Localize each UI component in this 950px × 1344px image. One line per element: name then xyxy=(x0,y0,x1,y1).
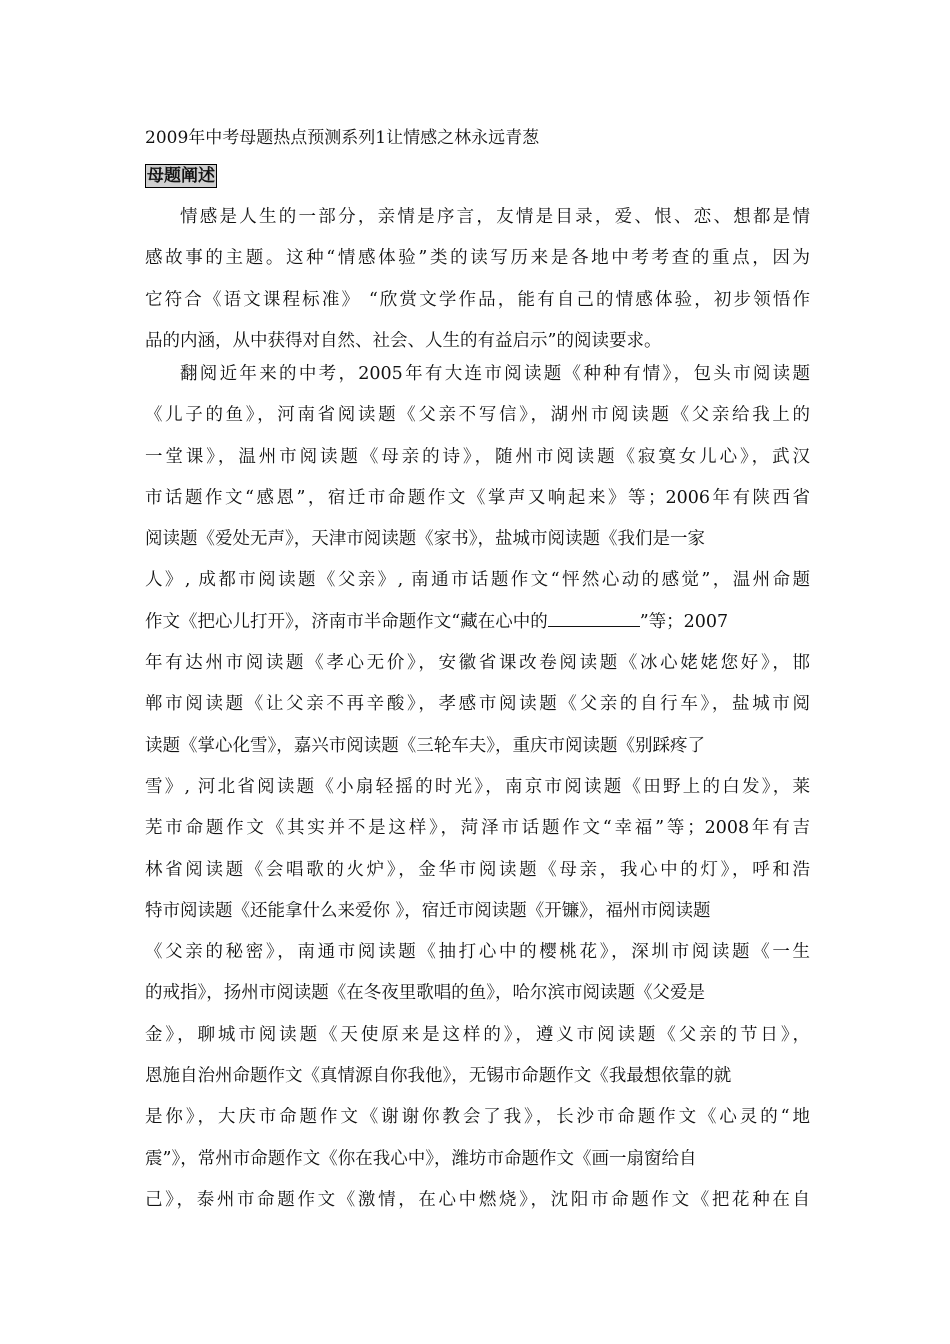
paragraph-line: 阅读题《爱处无声》，天津市阅读题《家书》，盐城市阅读题《我们是一家 xyxy=(145,529,705,550)
paragraph-line: 己》，泰州市命题作文《激情，在心中燃烧》，沈阳市命题作文《把花种在自 xyxy=(145,1189,810,1210)
paragraph-line: 《儿子的鱼》，河南省阅读题《父亲不写信》，湖州市阅读题《父亲给我上的 xyxy=(145,405,810,426)
paragraph-line: 一堂课》，温州市阅读题《母亲的诗》，随州市阅读题《寂寞女儿心》，武汉 xyxy=(145,446,810,467)
paragraph-line: 情感是人生的一部分，亲情是序言，友情是目录，爱、恨、恋、想都是情 xyxy=(180,207,810,227)
paragraph-line: 芜市命题作文《其实并不是这样》，菏泽市话题作文“幸福”等；2008年有吉 xyxy=(145,818,810,839)
paragraph-exam-list xyxy=(145,354,810,1221)
paragraph-line: 震”》，常州市命题作文《你在我心中》，潍坊市命题作文《画一扇窗给自 xyxy=(145,1148,697,1169)
paragraph-line: 人》, 成都市阅读题《父亲》, 南通市话题作文“怦然心动的感觉”，温州命题 xyxy=(145,570,810,591)
paragraph-line: 《父亲的秘密》，南通市阅读题《抽打心中的樱桃花》，深圳市阅读题《一生 xyxy=(145,942,810,963)
section-heading: 母题阐述 xyxy=(147,166,215,186)
paragraph-line: 年有达州市阅读题《孝心无价》，安徽省课改卷阅读题《冰心姥姥您好》，邯 xyxy=(145,653,810,674)
paragraph-line: 翻阅近年来的中考，2005年有大连市阅读题《种种有情》，包头市阅读题 xyxy=(180,364,810,384)
paragraph-line: 感故事的主题。这种“情感体验”类的读写历来是各地中考考查的重点，因为 xyxy=(145,248,810,269)
paragraph-intro xyxy=(145,197,810,362)
paragraph-line: 它符合《语文课程标准》 “欣赏文学作品，能有自己的情感体验，初步领悟作 xyxy=(145,289,810,310)
paragraph-line: 恩施自治州命题作文《真情源自你我他》，无锡市命题作文《我最想依靠的就 xyxy=(145,1066,732,1087)
line-segment: ”等；2007 xyxy=(639,611,729,632)
paragraph-line: 郸市阅读题《让父亲不再辛酸》，孝感市阅读题《父亲的自行车》，盐城市阅 xyxy=(145,694,810,715)
paragraph-line: 是你》，大庆市命题作文《谢谢你教会了我》，长沙市命题作文《心灵的“地 xyxy=(145,1107,810,1128)
paragraph-line: 品的内涵，从中获得对自然、社会、人生的有益启示”的阅读要求。 xyxy=(145,330,662,351)
document-title: 2009年中考母题热点预测系列1让情感之林永远青葱 xyxy=(145,128,540,148)
paragraph-line: 林省阅读题《会唱歌的火炉》，金华市阅读题《母亲，我心中的灯》，呼和浩 xyxy=(145,859,810,880)
fill-in-blank xyxy=(548,610,640,627)
paragraph-line: 的戒指》，扬州市阅读题《在冬夜里歌唱的鱼》，哈尔滨市阅读题《父爱是 xyxy=(145,983,705,1004)
line-segment: 作文《把心儿打开》，济南市半命题作文“藏在心中的 xyxy=(145,611,548,632)
paragraph-line: 雪》, 河北省阅读题《小扇轻摇的时光》，南京市阅读题《田野上的白发》，莱 xyxy=(145,776,810,797)
paragraph-line: 金》，聊城市阅读题《天使原来是这样的》，遵义市阅读题《父亲的节日》， xyxy=(145,1024,810,1045)
paragraph-line: 市话题作文“感恩”，宿迁市命题作文《掌声又响起来》等；2006年有陕西省 xyxy=(145,487,810,508)
paragraph-line-with-blank xyxy=(145,602,810,643)
paragraph-line: 特市阅读题《还能拿什么来爱你 》，宿迁市阅读题《开镰》，福州市阅读题 xyxy=(145,900,711,921)
paragraph-line: 读题《掌心化雪》，嘉兴市阅读题《三轮车夫》，重庆市阅读题《别踩疼了 xyxy=(145,735,705,756)
